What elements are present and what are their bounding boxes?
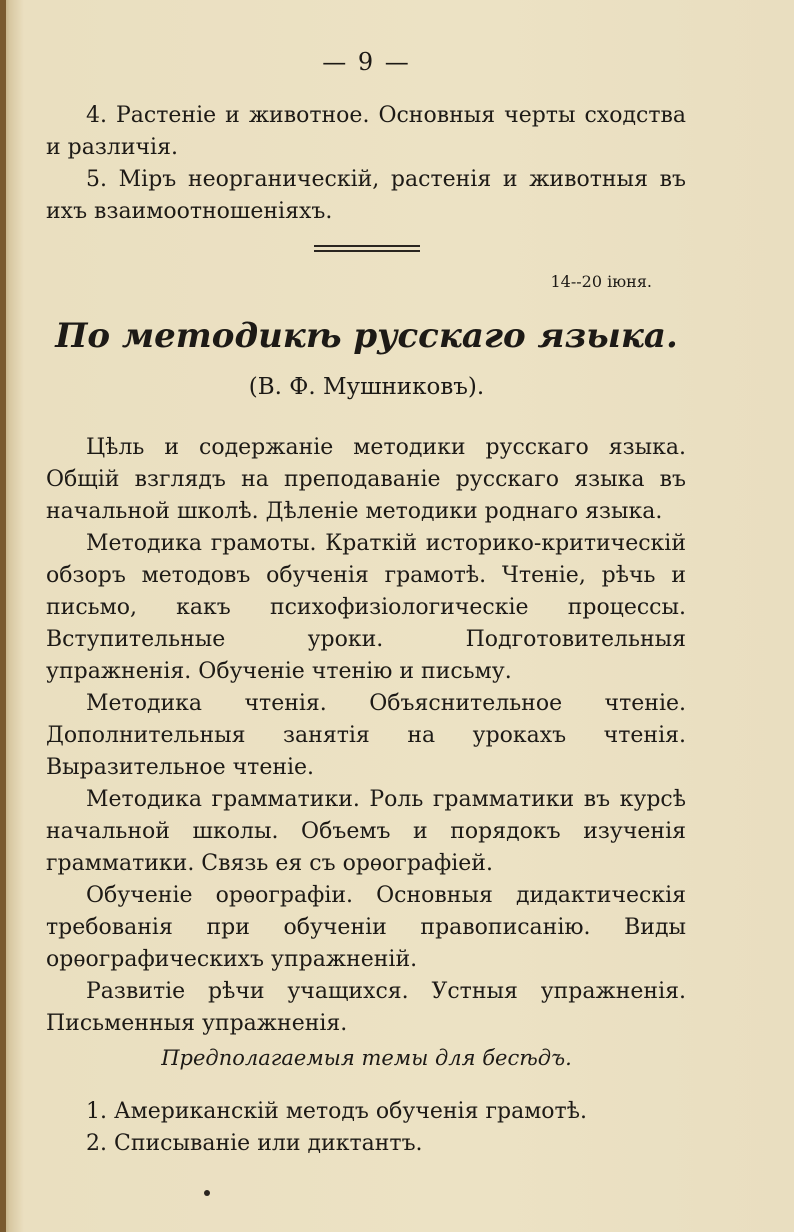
syllabus-paragraph: Методика грамоты. Краткій историко-критическій обзоръ методовъ обученія грамотѣ. Чтеніе, рѣчь и письмо, какъ психофизіологическіе процессы. Вступительные уроки. Подготовительныя упражненія. Обученіе чтенію и письму.: [46, 531, 686, 684]
topics-list: [46, 1096, 686, 1160]
list-item: 5. Міръ неорганическій, растенія и животныя въ ихъ взаимоотношеніяхъ.: [46, 167, 686, 224]
syllabus-body: [46, 432, 686, 1040]
top-list: [46, 100, 686, 228]
topics-heading: Предполагаемыя темы для бесѣдъ.: [161, 1046, 572, 1070]
syllabus-paragraph: Обученіе орѳографіи. Основныя дидактическія требованія при обученіи правописанію. Виды орѳографическихъ упражненій.: [46, 883, 686, 972]
topic-item: 1. Американскій методъ обученія грамотѣ.: [86, 1099, 587, 1124]
syllabus-paragraph: Цѣль и содержаніе методики русскаго языка. Общій взглядъ на преподаваніе русскаго языка въ начальной школѣ. Дѣленіе методики роднаго языка.: [46, 435, 686, 524]
syllabus-paragraph: Методика чтенія. Объяснительное чтеніе. Дополнительныя занятія на урокахъ чтенія. Выразительное чтеніе.: [46, 691, 686, 780]
section-divider: [314, 245, 420, 255]
lecture-date: 14--20 іюня.: [550, 272, 652, 291]
author-name: (В. Ф. Мушниковъ).: [248, 374, 485, 400]
ink-dot: [204, 1190, 210, 1196]
page-number: — 9 —: [322, 48, 411, 76]
topic-item: 2. Списываніе или диктантъ.: [86, 1131, 423, 1156]
syllabus-paragraph: Методика грамматики. Роль грамматики въ курсѣ начальной школы. Объемъ и порядокъ изученія грамматики. Связь ея съ орѳографіей.: [46, 787, 686, 876]
section-title: По методикѣ русскаго языка.: [55, 316, 678, 356]
list-item: 4. Растеніе и животное. Основныя черты сходства и различія.: [46, 103, 686, 160]
syllabus-paragraph: Развитіе рѣчи учащихся. Устныя упражненія. Письменныя упражненія.: [46, 979, 686, 1036]
